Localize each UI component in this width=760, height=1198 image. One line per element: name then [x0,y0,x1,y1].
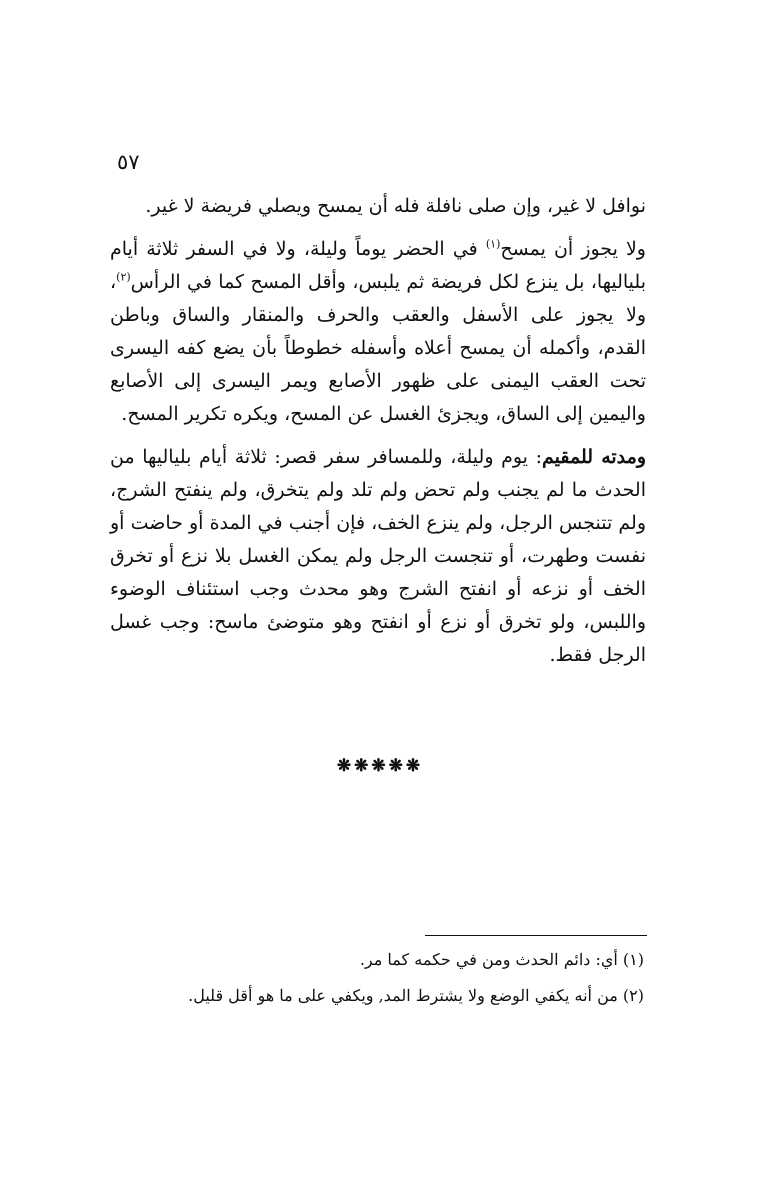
paragraph-3-lead: ومدته للمقيم [541,446,647,468]
paragraph-3 [110,441,646,672]
paragraph-2-segment: في الحضر يوماً وليلة، ولا في السفر ثلاثة أيام بلياليها، بل ينزع لكل فريضة ثم يلبس، وأقل المسح كما في الرأس [110,238,646,293]
page-number: ٥٧ [117,150,140,174]
paragraph-2 [110,233,646,431]
footnote-ref-1: (١) [485,237,501,251]
paragraph-2-segment: ، ولا يجوز على الأسفل والعقب والحرف والمنقار والساق وباطن القدم، وأكمله أن يمسح أعلاه وأسفله خطوطاً بأن يضع كفه اليسرى تحت العقب اليمنى على ظهور الأصابع ويمر اليسرى إلى الأصابع واليمين إلى الساق، ويجزئ الغسل عن المسح، ويكره تكرير المسح. [110,271,646,425]
footnotes [110,942,644,1014]
section-separator: ❋❋❋❋❋ [336,756,424,776]
footnote-divider [425,935,647,936]
footnote-ref-2: (٢) [116,270,131,284]
paragraph-1: نوافل لا غير، وإن صلى نافلة فله أن يمسح ويصلي فريضة لا غير. [145,195,646,217]
main-text [110,190,646,682]
paragraph-2-segment: ولا يجوز أن يمسح [500,238,646,260]
footnote-1: (١) أي: دائم الحدث ومن في حكمه كما مر. [359,950,644,969]
paragraph-3-text: : يوم وليلة، وللمسافر سفر قصر: ثلاثة أيام بلياليها من الحدث ما لم يجنب ولم تحض ولم تلد ولم يتخرق، ولم ينفتح الشرج، ولم تتنجس الرجل، ولم ينزع الخف، فإن أجنب في المدة أو حاضت أو نفست وطهرت، أو تنجست الرجل ولم يمكن الغسل بلا نزع أو تخرق الخف أو نزعه أو انفتح الشرج وهو محدث وجب استئناف الوضوء واللبس، ولو تخرق أو نزع أو انفتح وهو متوضئ ماسح: وجب غسل الرجل فقط. [110,446,646,666]
footnote-2: (٢) من أنه يكفي الوضع ولا يشترط المد, ويكفي على ما هو أقل قليل. [188,986,644,1005]
